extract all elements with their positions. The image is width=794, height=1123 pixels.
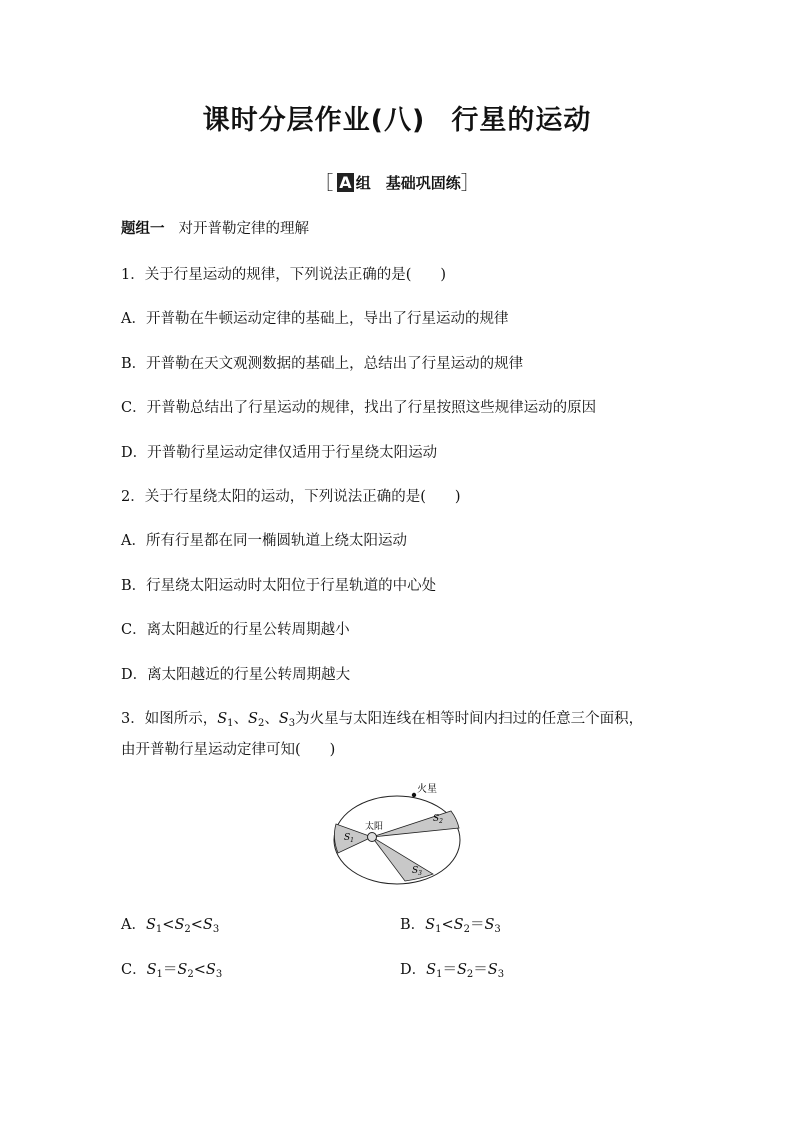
topic-heading: [121, 217, 309, 238]
group-letter-badge: A: [339, 173, 352, 192]
s2-label: $S_2$: [433, 814, 443, 825]
q2-option-c: C．离太阳越近的行星公转周期越小: [121, 622, 350, 638]
q2-option-d: D．离太阳越近的行星公转周期越大: [121, 667, 351, 683]
group-heading: [0, 168, 794, 195]
q3-stem-line2: 由开普勒行星运动定律可知( ): [121, 742, 336, 758]
group-label: 组 基础巩固练: [355, 174, 461, 192]
title-lesson: 行星的运动: [451, 105, 592, 136]
q3-stem-prefix: 3．如图所示，: [121, 711, 218, 727]
orbit-diagram: [330, 778, 465, 890]
q3-option-d: D．$S_1=S_2=S_3$: [400, 962, 505, 980]
q3-option-b: B．$S_1<S_2=S_3$: [400, 917, 501, 935]
mars-icon: [412, 793, 416, 797]
bracket-close: ］: [460, 172, 480, 194]
s3-label: $S_3$: [412, 866, 422, 877]
sun-label: 太阳: [365, 822, 384, 832]
q1-option-c: C．开普勒总结出了行星运动的规律，找出了行星按照这些规律运动的原因: [121, 400, 597, 416]
q1-stem: 1．关于行星运动的规律，下列说法正确的是( ): [121, 267, 447, 283]
page-title: [0, 98, 794, 137]
q2-option-b: B．行星绕太阳运动时太阳位于行星轨道的中心处: [121, 578, 437, 594]
sun-icon: [368, 833, 377, 842]
q1-option-b: B．开普勒在天文观测数据的基础上，总结出了行星运动的规律: [121, 356, 524, 372]
q1-option-d: D．开普勒行星运动定律仅适用于行星绕太阳运动: [121, 445, 438, 461]
q2-stem: 2．关于行星绕太阳的运动，下列说法正确的是( ): [121, 489, 461, 505]
bracket-open: ［: [314, 172, 334, 194]
mars-label: 火星: [417, 784, 437, 795]
topic-label: 题组一: [121, 221, 165, 237]
q3-option-c: C．$S_1=S_2<S_3$: [121, 962, 223, 980]
q3-option-a: A．$S_1<S_2<S_3$: [121, 917, 220, 935]
title-main: 课时分层作业(八): [202, 105, 426, 136]
q2-option-a: A．所有行星都在同一椭圆轨道上绕太阳运动: [121, 533, 407, 549]
q3-stem: 3．如图所示，$S_1$、$S_2$、$S_3$为火星与太阳连线在相等时间内扫过的任意三个面积，: [121, 711, 644, 729]
q3-stem-suffix: 为火星与太阳连线在相等时间内扫过的任意三个面积，: [295, 711, 644, 727]
q1-option-a: A．开普勒在牛顿运动定律的基础上，导出了行星运动的规律: [121, 311, 509, 327]
topic-text: 对开普勒定律的理解: [178, 221, 309, 237]
s1-label: $S_1$: [344, 833, 354, 844]
